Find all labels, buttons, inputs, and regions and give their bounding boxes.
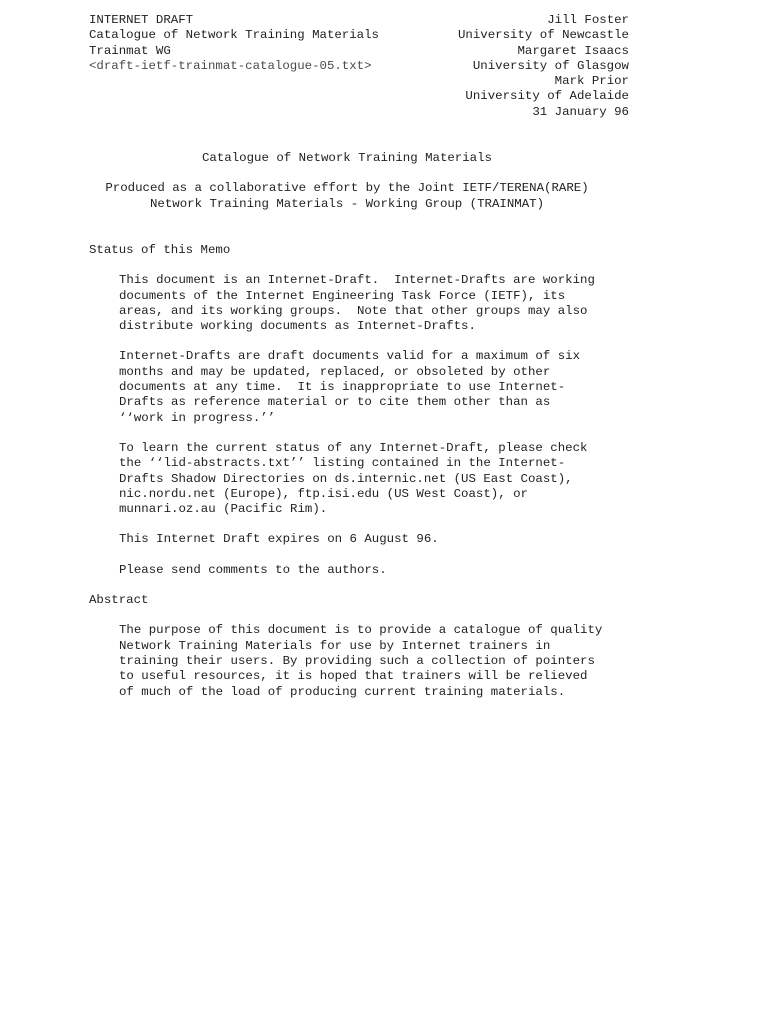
paragraph-line: This document is an Internet-Draft. Internet-Drafts are working	[119, 273, 595, 288]
draft-filename: <draft-ietf-trainmat-catalogue-05.txt>	[89, 58, 372, 73]
title-text: Catalogue of Network Training Materials	[202, 151, 492, 166]
paragraph-line: This Internet Draft expires on 6 August 96.	[119, 532, 439, 547]
section-heading-abstract	[89, 593, 629, 608]
paragraph-line: Drafts as reference material or to cite them other than as	[119, 395, 551, 410]
author-affiliation: University of Glasgow	[472, 58, 629, 73]
section-heading-status	[89, 243, 629, 258]
paragraph-line: munnari.oz.au (Pacific Rim).	[119, 502, 328, 517]
paragraph	[119, 273, 629, 334]
author-name: Margaret Isaacs	[517, 43, 629, 58]
paragraph-line: Drafts Shadow Directories on ds.internic.net (US East Coast),	[119, 471, 573, 486]
paragraph-line: training their users. By providing such a collection of pointers	[119, 653, 595, 668]
paragraph-line: documents at any time. It is inappropriate to use Internet-	[119, 380, 566, 395]
paragraph-line: ‘‘work in progress.’’	[119, 410, 276, 425]
document-title	[89, 151, 605, 166]
heading-text: Status of this Memo	[89, 242, 231, 257]
paragraph	[119, 532, 629, 547]
author-affiliation: University of Adelaide	[465, 89, 629, 104]
paragraph-line: Please send comments to the authors.	[119, 562, 387, 577]
paragraph-line: areas, and its working groups. Note that other groups may also	[119, 303, 588, 318]
author-affiliation: University of Newcastle	[457, 28, 629, 43]
paragraph-line: distribute working documents as Internet-Drafts.	[119, 319, 476, 334]
paragraph	[119, 441, 629, 517]
author-name: Jill Foster	[547, 13, 629, 27]
short-title: Catalogue of Network Training Materials	[89, 28, 379, 43]
heading-text: Abstract	[89, 593, 149, 608]
paragraph-line: to useful resources, it is hoped that trainers will be relieved	[119, 669, 588, 684]
paragraph-line: The purpose of this document is to provide a catalogue of quality	[119, 623, 603, 638]
subtitle-line: Network Training Materials - Working Group (TRAINMAT)	[149, 196, 545, 211]
paragraph-line: nic.nordu.net (Europe), ftp.isi.edu (US West Coast), or	[119, 486, 528, 501]
subtitle-line: Produced as a collaborative effort by the Joint IETF/TERENA(RARE)	[105, 181, 589, 196]
paragraph	[119, 563, 629, 578]
paragraph	[119, 349, 629, 425]
document-subtitle	[89, 181, 605, 212]
draft-label: INTERNET DRAFT	[89, 13, 194, 27]
working-group: Trainmat WG	[89, 43, 171, 58]
paragraph-line: Internet-Drafts are draft documents valid for a maximum of six	[119, 349, 581, 364]
paragraph-line: the ‘‘lid-abstracts.txt’’ listing contained in the Internet-	[119, 456, 566, 471]
paragraph-line: Network Training Materials for use by Internet trainers in	[119, 638, 551, 653]
document-page	[89, 13, 629, 700]
paragraph-line: documents of the Internet Engineering Task Force (IETF), its	[119, 288, 566, 303]
document-date: 31 January 96	[532, 104, 629, 119]
author-name: Mark Prior	[554, 74, 629, 89]
header-right-block	[458, 13, 629, 120]
header-left-block	[89, 13, 379, 120]
document-header	[89, 13, 629, 120]
paragraph-line: of much of the load of producing current training materials.	[119, 684, 566, 699]
paragraph	[119, 623, 629, 699]
paragraph-line: months and may be updated, replaced, or obsoleted by other	[119, 364, 551, 379]
paragraph-line: To learn the current status of any Internet-Draft, please check	[119, 440, 588, 455]
